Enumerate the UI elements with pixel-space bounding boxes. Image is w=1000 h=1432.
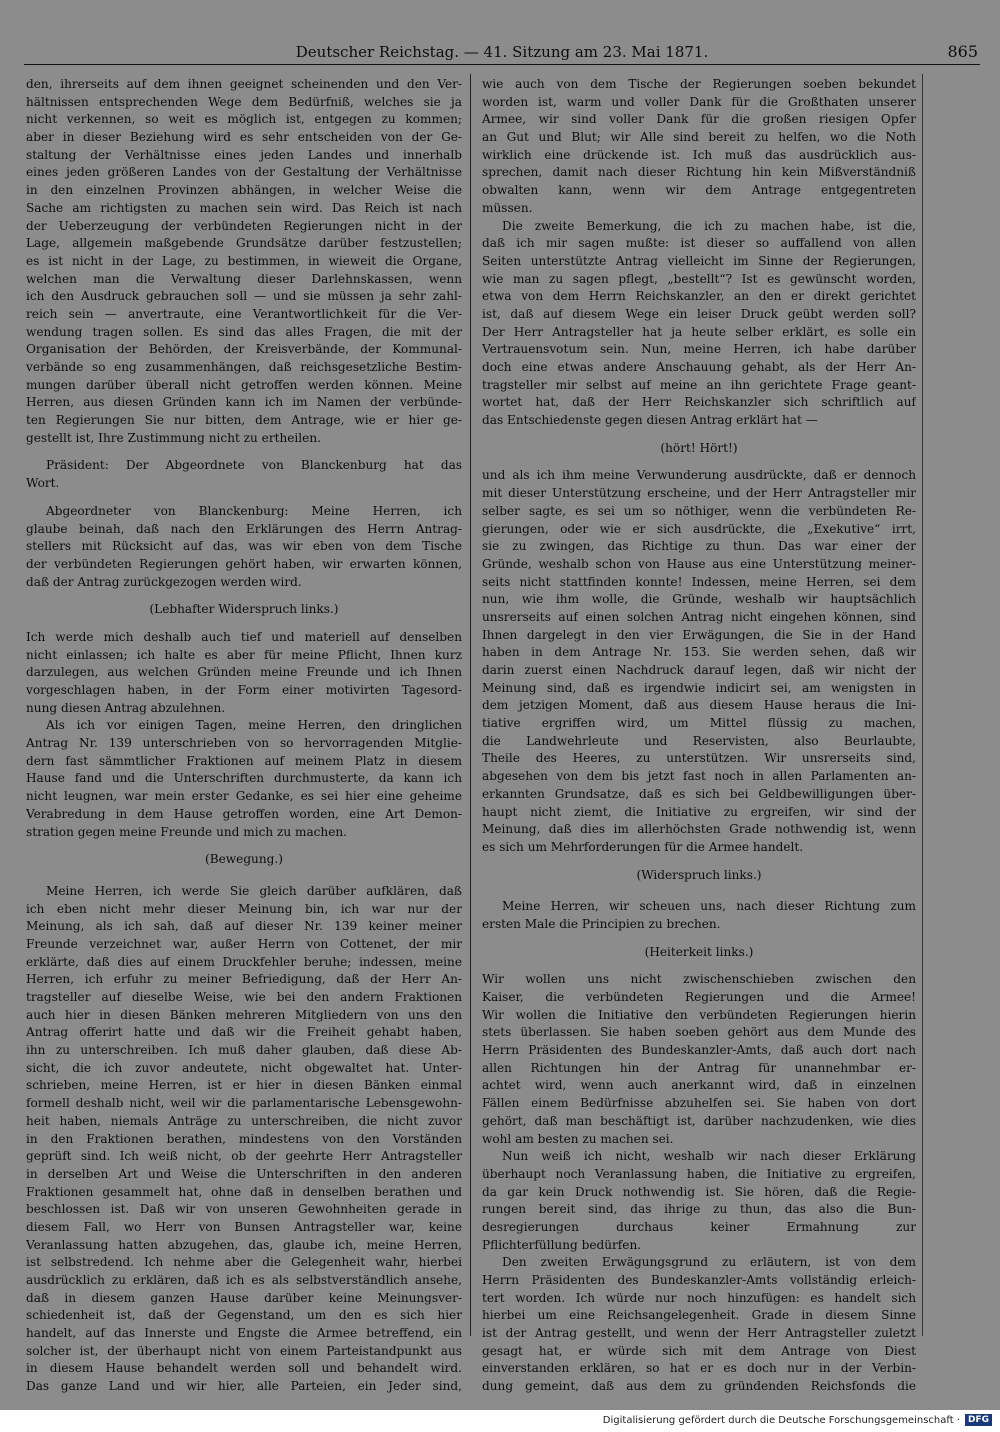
text-line: haben in dem Antrage Nr. 153. Sie werden sehen, daß wir — [482, 645, 916, 660]
text-line: welchen man die Verwaltung dieser Darlehnskassen, wenn — [26, 271, 462, 286]
spacer — [482, 884, 916, 898]
text-line: der Ueberzeugung der verbündeten Regierungen nicht in der — [26, 218, 462, 233]
text-line: staltung der Verhältnisse eines jeden Landes und innerhalb — [26, 147, 462, 162]
text-line: wortet hat, daß der Herr Reichskanzler sich schriftlich auf — [482, 395, 916, 410]
text-line: Herrn Präsidenten des Bundeskanzler-Amts, daß auch dort nach — [482, 1043, 916, 1058]
text-line: Herrn Präsidenten des Bundeskanzler-Amts vollständig erleich- — [482, 1273, 916, 1287]
text-line: rungen bereit sind, das ihrige zu thun, das also die Bun- — [482, 1202, 916, 1217]
text-line: unsrerseits auf einen solchen Antrag nicht eingehen können, sind — [482, 609, 916, 624]
text-line: stets überlassen. Sie haben soeben gehört aus dem Munde des — [482, 1025, 916, 1040]
text-line: Antrag offerirt hatte und daß wir die Freiheit gehabt haben, — [26, 1025, 462, 1040]
text-line: geprüft sind. Ich weiß nicht, ob der geehrte Herr Antragsteller — [26, 1149, 462, 1164]
text-line: Antrag Nr. 139 unterschrieben von so hervorragenden Mitglie- — [26, 736, 462, 751]
text-line: seits nicht stattfinden konnte! Indessen, meine Herren, sei dem — [482, 574, 916, 589]
text-line: da gar kein Druck nothwendig ist. Sie hören, daß die Regie- — [482, 1184, 916, 1199]
text-line: stration gegen meine Freunde und mich zu machen. — [26, 824, 348, 839]
spacer — [482, 934, 916, 944]
text-line: ten Regierungen Sie nur bitten, dem Antrage, wie er hier ge- — [26, 413, 462, 428]
text-line: wie auch von dem Tische der Regierungen soeben bekundet — [482, 77, 916, 91]
text-line: in diesem Hause behandelt werden soll und behandelt wird. — [26, 1361, 462, 1376]
text-line: es sich um Mehrforderungen für die Armee handelt. — [482, 839, 804, 854]
text-line: in den einzelnen Provinzen abhängen, in welcher Weise die — [26, 183, 462, 198]
spacer — [482, 430, 916, 440]
text-line: schiedenheit ist, daß der Gegenstand, um den es sich hier — [26, 1308, 462, 1323]
text-line: sprechen, damit nach dieser Richtung hin kein Mißverständniß — [482, 165, 916, 180]
text-line: hältnissen entsprechenden Wege dem Bedürfniß, welches sie ja — [26, 94, 462, 109]
text-line: heit haben, niemals Anträge zu unterschreiben, die nicht zuvor — [26, 1113, 462, 1128]
text-line: desregierungen durchaus keiner Ermahnung zur — [482, 1219, 916, 1234]
text-line: Organisation der Behörden, der Kreisverbände, der Kommunal- — [26, 342, 462, 357]
text-line: gierungen, oder wie er sich ausdrückte, die „Exekutive“ irrt, — [482, 521, 916, 536]
text-line: Armee, wir sind voller Dank für die großen riesigen Opfer — [482, 112, 916, 127]
text-line: gestellt ist, Ihre Zustimmung nicht zu ertheilen. — [26, 430, 321, 445]
text-line: aber in dieser Beziehung wird es sehr entscheiden von der Ge- — [26, 130, 462, 145]
text-line: Den zweiten Erwägungsgrund zu erläutern, ist von dem — [502, 1255, 916, 1270]
text-line: Vertrauensvotum sein. Nun, meine Herren, ich habe darüber — [482, 342, 916, 357]
text-line: tert worden. Ich würde nur noch hinzufügen: es handelt sich — [482, 1290, 916, 1305]
text-line: ist selbstredend. Ich nehme aber die Gelegenheit wahr, hierbei — [26, 1255, 462, 1270]
text-line: achtet wird, wenn auch anerkannt wird, daß in einzelnen — [482, 1078, 916, 1093]
text-line: schrieben, meine Herren, ist er hier in diesen Bänken einmal — [26, 1078, 462, 1093]
text-line: einverstanden erklären, so hat er es doch nur in der Verbin- — [482, 1361, 916, 1376]
text-line: darin zuerst einen Nachdruck darauf legen, daß wir nicht der — [482, 663, 916, 677]
text-line: stellers mit Rücksicht auf das, was wir eben von dem Tische — [26, 539, 462, 554]
spacer — [482, 857, 916, 867]
text-line: Meinung sind, daß es irgendwie indicirt sei, am wenigsten in — [482, 680, 916, 695]
text-line: gehört, daß man beschäftigt ist, darüber nachzudenken, wie dies — [482, 1113, 916, 1128]
text-line: allen Richtungen hin der Antrag für unannehmbar er- — [482, 1060, 916, 1075]
footer-bar — [0, 1410, 1000, 1432]
text-line: Präsident: Der Abgeordnete von Blanckenburg hat das — [46, 458, 462, 473]
text-line: daß ich mir sagen mußte: ist dieser so auffallend von allen — [482, 236, 916, 251]
text-line: doch eine etwas andere Anschauung gehabt, als der Herr An- — [482, 360, 916, 374]
text-line: dern fast sämmtlicher Fraktionen auf meinem Platz in diesem — [26, 753, 462, 768]
text-line: erkannten Grundsatze, daß es sich bei Geldbewilligungen über- — [482, 786, 916, 801]
text-line: und als ich ihm meine Verwunderung ausdrückte, daß er dennoch — [482, 468, 916, 483]
text-line: nicht verkennen, so weit es möglich ist, entgegen zu kommen; — [26, 112, 462, 127]
text-line: ist, daß auf diesem Wege ein leiser Druck geübt werden soll? — [482, 306, 916, 321]
text-line: ist der Antrag gestellt, und wenn der Herr Antragsteller zuletzt — [482, 1326, 916, 1341]
text-line: Wir wollen uns nicht zwischenschieben zwischen den — [482, 972, 916, 987]
text-line: diesem Fall, wo Herr von Bunsen Antragsteller war, keine — [26, 1219, 462, 1234]
text-line: formell deshalb nicht, weil wir die parlamentarische Lebensgewohn- — [26, 1096, 462, 1111]
text-line: Wort. — [26, 476, 60, 491]
spacer — [26, 447, 462, 457]
text-line: worden ist, warm und voller Dank für die Großthaten unserer — [482, 94, 916, 109]
text-line: Meine Herren, ich werde Sie gleich darüber aufklären, daß — [46, 883, 462, 898]
text-line: abgesehen von dem bis jetzt fast noch in allen Parlamenten an- — [482, 769, 916, 784]
text-line: es ist nicht in der Lage, zu bestimmen, in wieweit die Organe, — [26, 253, 462, 268]
spacer — [26, 591, 462, 601]
text-line: Kaiser, die verbündeten Regierungen und die Armee! — [482, 990, 916, 1004]
text-line: glaube beinah, daß nach den Erklärungen des Herrn Antrag- — [26, 521, 462, 536]
text-line: eines jeden größeren Landes von der Gestaltung der Verhältnisse — [26, 165, 462, 180]
text-line: solcher ist, der überhaupt nicht von einem Parteistandpunkt aus — [26, 1343, 462, 1358]
column-divider — [470, 74, 471, 1336]
text-line: Wir wollen die Initiative den verbündeten Regierungen hierin — [482, 1007, 916, 1022]
text-line: sicht, die ich zuvor andeutete, nicht obgewaltet hat. Unter- — [26, 1060, 462, 1075]
text-line: (Heiterkeit links.) — [644, 944, 754, 959]
text-line: Freunde verzeichnet war, außer Herrn von Cottenet, der mir — [26, 936, 462, 951]
text-line: reich sein — anvertraute, eine Verantwortlichkeit für die Ver- — [26, 306, 462, 321]
right-column — [482, 76, 916, 1396]
text-line: Lage, allgemein maßgebende Grundsätze darüber festzustellen; — [26, 236, 462, 251]
text-line: gesagt hat, er würde sich mit dem Antrage von Diest — [482, 1343, 916, 1358]
text-line: ich eben nicht mehr dieser Meinung bin, ich war nur der — [26, 901, 462, 916]
dfg-logo: DFG — [965, 1414, 992, 1426]
text-line: das Entschiedenste gegen diesen Antrag erklärt hat — — [482, 413, 818, 428]
text-line: Das ganze Land und wir hier, alle Parteien, ein Jeder sind, — [26, 1379, 462, 1394]
text-line: Verabredung in dem Hause getroffen worden, eine Art Demon- — [26, 806, 462, 821]
text-line: Ihnen dargelegt in den vier Erwägungen, die Sie in der Hand — [482, 627, 916, 642]
spacer — [482, 961, 916, 971]
text-line: überhaupt noch Veranlassung haben, die Initiative zu ergreifen, — [482, 1166, 916, 1181]
text-line: ihn zu unterschreiben. Ich muß daher glauben, daß diese Ab- — [26, 1043, 462, 1058]
text-line: haupt nicht ziemt, die Initiative zu ergreifen, wir sind der — [482, 804, 916, 819]
footer-credit: Digitalisierung gefördert durch die Deutsche Forschungsgemeinschaft · — [602, 1415, 960, 1426]
spacer — [26, 619, 462, 629]
spacer — [482, 457, 916, 467]
spacer — [26, 869, 462, 883]
text-line: nicht leugnen, war mein erster Gedanke, es sei hier eine geheime — [26, 789, 462, 804]
text-line: tiative ergriffen wird, um Mittel flüssig zu machen, — [482, 716, 916, 731]
spacer — [26, 493, 462, 503]
text-line: Abgeordneter von Blanckenburg: Meine Herren, ich — [46, 503, 462, 518]
text-line: müssen. — [482, 200, 533, 215]
text-line: Seiten unterstützte Antrag vielleicht im Sinne der Regierungen, — [482, 253, 916, 268]
text-line: (Bewegung.) — [205, 852, 283, 867]
page-header — [24, 42, 980, 65]
text-line: Sache am richtigsten zu machen sein wird. Das Reich ist nach — [26, 200, 462, 215]
text-line: Theile des Heeres, zu unterstützen. Wir unsrerseits sind, — [482, 751, 916, 766]
text-line: auch hier in diesen Bänken mehreren Mitgliedern von uns den — [26, 1007, 462, 1022]
text-line: Herren, aus diesen Gründen kann ich im Namen der verbünde- — [26, 395, 462, 410]
spacer — [26, 841, 462, 851]
text-line: sie zu zwingen, das Richtige zu thun. Das war einer der — [482, 539, 916, 554]
text-line: Die zweite Bemerkung, die ich zu machen habe, ist die, — [502, 218, 916, 233]
text-line: dung gemeint, daß aus dem zu gründenden Reichsfonds die — [482, 1379, 916, 1394]
text-line: der verbündeten Regierungen gehört haben, wir erwarten können, — [26, 556, 462, 571]
text-line: erklärte, daß dies auf einem Druckfehler beruhe; indessen, meine — [26, 954, 462, 969]
text-line: Meine Herren, wir scheuen uns, nach dieser Richtung zum — [502, 899, 916, 914]
text-line: Als ich vor einigen Tagen, meine Herren, den dringlichen — [46, 718, 462, 733]
text-line: vorgeschlagen haben, in der Form einer motivirten Tagesord- — [26, 683, 462, 697]
page-number: 865 — [947, 42, 978, 61]
text-line: in den Fraktionen berathen, mindestens von den Vorständen — [26, 1131, 462, 1146]
text-line: (Widerspruch links.) — [636, 867, 762, 882]
text-line: ausdrücklich zu erklären, daß ich es als selbstverständlich ansehe, — [26, 1273, 462, 1287]
text-line: in derselben Art und Weise die Unterschriften in den anderen — [26, 1166, 462, 1181]
text-line: Der Herr Antragsteller hat ja heute selber erklärt, es solle ein — [482, 324, 916, 339]
left-column — [26, 76, 462, 1396]
text-line: Meinung, als ich sah, daß auf dieser Nr. 139 keiner meiner — [26, 919, 462, 934]
text-line: darzulegen, aus welchen Gründen meine Freunde und ich Ihnen — [26, 665, 462, 680]
text-line: mit dieser Unterstützung erscheine, und der Herr Antragsteller mir — [482, 486, 916, 501]
text-line: tragsteller auf dieselbe Weise, wie bei den andern Fraktionen — [26, 990, 462, 1004]
text-line: (Lebhafter Widerspruch links.) — [149, 602, 339, 617]
text-line: etwa von dem Herrn Reichskanzler, an den er direkt gerichtet — [482, 289, 916, 304]
text-line: den, ihrerseits auf dem ihnen geeignet scheinenden und den Ver- — [26, 77, 462, 91]
text-line: wendung tragen sollen. Es sind das alles Fragen, die mit der — [26, 324, 462, 339]
text-line: Herren, ich erfuhr zu meiner Befriedigung, daß der Herr An- — [26, 972, 462, 987]
text-line: Pflichterfüllung bedürfen. — [482, 1237, 642, 1252]
text-line: Veranlassung hatten abzugehen, das, glaube ich, meine Herren, — [26, 1237, 462, 1252]
text-line: Gründe, weshalb schon von Hause aus eine Unterstützung meiner- — [482, 556, 916, 571]
text-line: Ich werde mich deshalb auch tief und materiell auf denselben — [26, 629, 462, 644]
text-line: verbände so eng zusammenhängen, daß reichsgesetzliche Bestim- — [26, 360, 462, 374]
text-line: daß in diesem ganzen Hause darüber keine Meinungsver- — [26, 1290, 462, 1305]
text-line: Nun weiß ich nicht, weshalb wir nach dieser Erklärung — [502, 1149, 916, 1164]
text-line: Fraktionen gesammelt hat, ohne daß in denselben berathen und — [26, 1184, 462, 1199]
text-line: wohl am besten zu machen sei. — [482, 1131, 674, 1146]
text-line: obwalten kann, wenn wir dem Antrage entgegentreten — [482, 183, 916, 198]
text-line: wie man zu sagen pflegt, „bestellt“? Ist es gewünscht worden, — [482, 271, 916, 286]
text-line: daß der Antrag zurückgezogen werden wird. — [26, 574, 302, 589]
text-line: Fällen einem Bedürfnisse abzuhelfen sei. Sie haben von dort — [482, 1096, 916, 1111]
text-line: selber sagte, es sei um so nöthiger, wenn die verbündeten Re- — [482, 503, 916, 518]
text-line: nung diesen Antrag abzulehnen. — [26, 700, 226, 715]
text-line: Hause fand und die Unterschriften durchmusterte, da kann ich — [26, 771, 462, 786]
text-line: mungen darüber überall nicht getroffen werden können. Meine — [26, 377, 462, 392]
text-line: an Gut und Blut; wir Alle sind bereit zu helfen, wo die Noth — [482, 130, 916, 145]
page-title: Deutscher Reichstag. — 41. Sitzung am 23. Mai 1871. — [295, 43, 709, 61]
text-line: nicht einlassen; ich halte es aber für meine Pflicht, Ihnen kurz — [26, 647, 462, 662]
text-line: (hört! Hört!) — [660, 440, 738, 455]
text-line: ich den Ausdruck gebrauchen soll — und sie müssen ja sehr zahl- — [26, 289, 462, 304]
text-line: beschlossen ist. Daß wir von unseren Gewohnheiten gerade in — [26, 1202, 462, 1217]
text-line: nun, wie ihm wolle, die Gründe, weshalb wir hauptsächlich — [482, 592, 916, 607]
text-line: wirklich eine drückende ist. Ich muß das ausdrücklich aus- — [482, 147, 916, 162]
text-line: tragsteller mir selbst auf meine an ihn gerichtete Frage geant- — [482, 377, 916, 392]
text-line: handelt, auf das Innerste und Engste die Armee betreffend, ein — [26, 1326, 462, 1341]
page-edge-line — [922, 74, 923, 1336]
text-line: Meinung, daß dies im allerhöchsten Grade nothwendig ist, wenn — [482, 822, 916, 837]
text-line: dem jetzigen Moment, daß aus diesem Hause heraus die Ini- — [482, 698, 916, 713]
text-line: ersten Male die Principien zu brechen. — [482, 916, 721, 931]
text-line: die Landwehrleute und Reservisten, also Beurlaubte, — [482, 733, 916, 748]
text-line: hierbei um eine Reichsangelegenheit. Grade in diesem Sinne — [482, 1308, 916, 1323]
